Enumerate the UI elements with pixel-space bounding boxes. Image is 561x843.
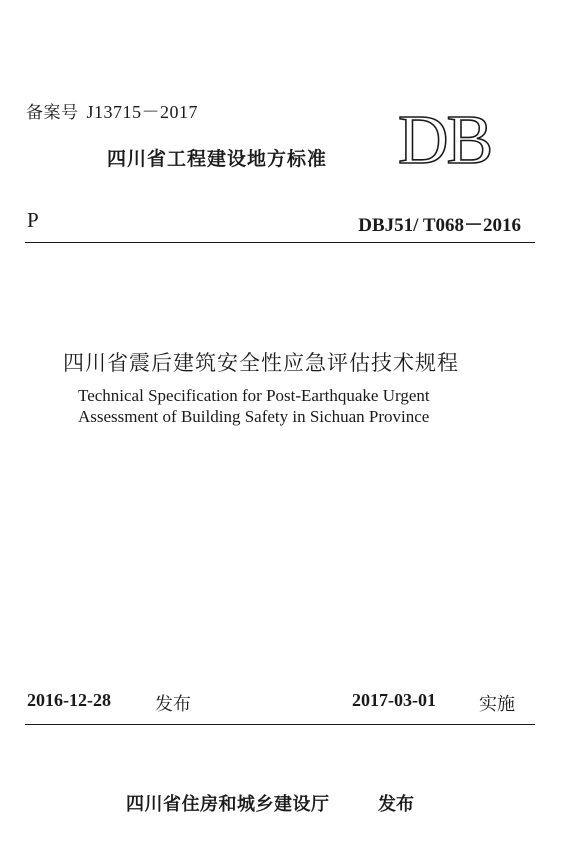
record-number-line <box>26 98 198 124</box>
title-english-line-2: Assessment of Building Safety in Sichuan Province <box>78 407 430 426</box>
publisher: 四川省住房和城乡建设厅 <box>126 794 330 815</box>
title-chinese: 四川省震后建筑安全性应急评估技术规程 <box>63 351 459 375</box>
classification-code: P <box>27 208 39 232</box>
implement-date: 2017-03-01 <box>352 690 436 710</box>
title-english-line-1: Technical Specification for Post-Earthquake Urgent <box>78 386 430 405</box>
bottom-divider <box>25 724 535 725</box>
standard-type: 四川省工程建设地方标准 <box>107 148 328 170</box>
issue-label: 发布 <box>155 694 191 715</box>
db-logo: DB <box>398 102 492 179</box>
record-number: J13715－2017 <box>86 102 199 122</box>
publisher-label: 发布 <box>378 794 414 815</box>
record-label: 备案号 <box>26 103 79 123</box>
top-divider <box>25 242 535 243</box>
implement-label: 实施 <box>479 694 515 715</box>
standard-number: DBJ51/ T068－2016 <box>358 215 521 236</box>
issue-date: 2016-12-28 <box>27 690 111 710</box>
title-english <box>78 385 430 427</box>
